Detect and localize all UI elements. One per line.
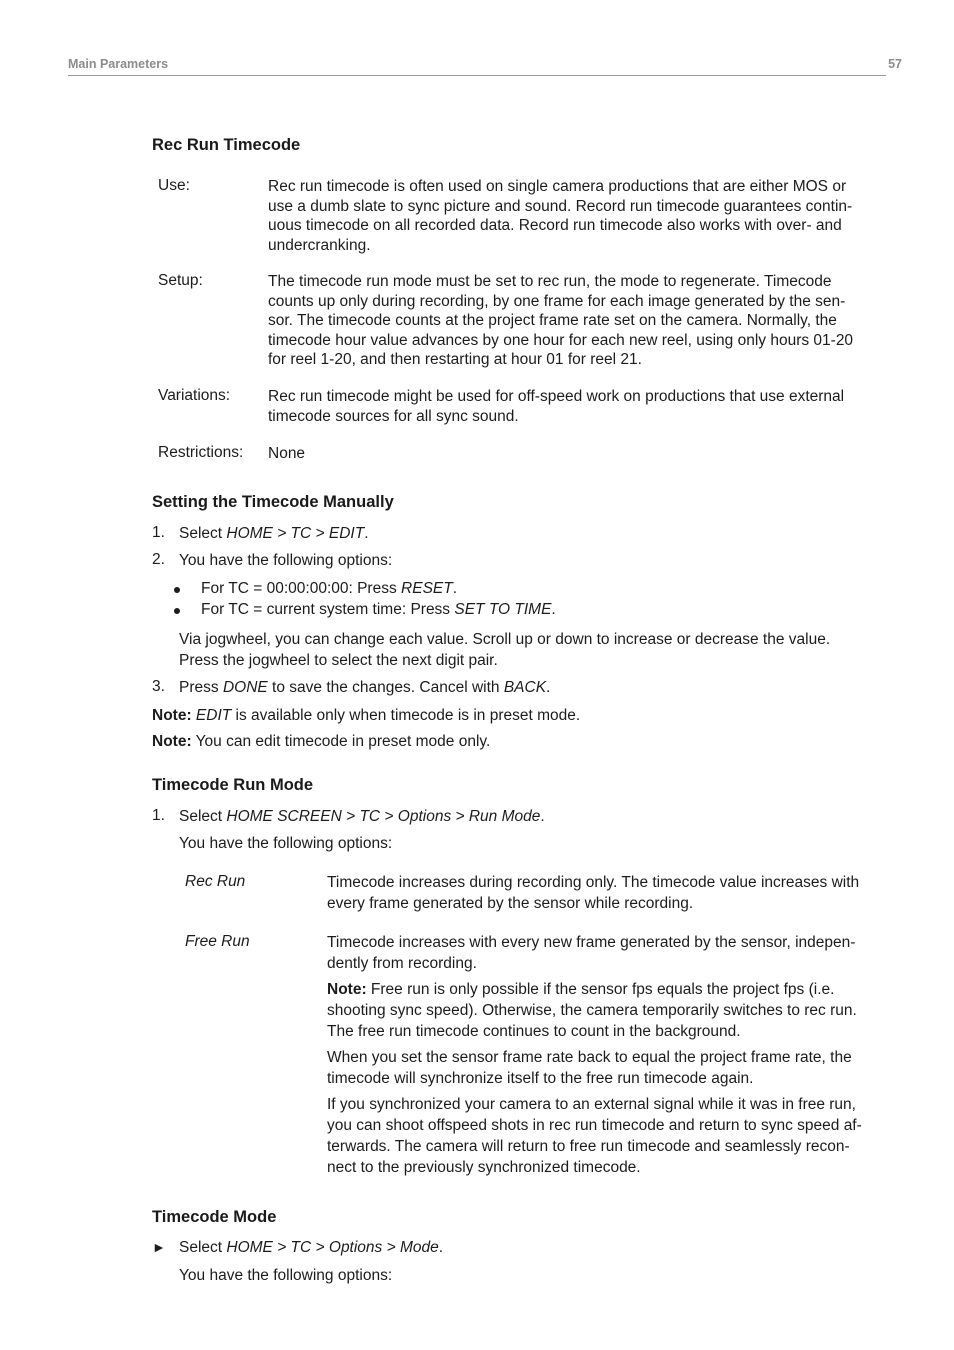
step-number: 1.	[152, 524, 165, 541]
option-free-run: Free Run	[185, 933, 250, 950]
manual-heading: Setting the Timecode Manually	[152, 493, 394, 511]
menu-path: HOME SCREEN > TC > Options > Run Mode	[226, 808, 541, 825]
free-run-external-paragraph: If you synchronized your camera to an external signal while it was in free run, you can shoot offspeed shots in rec run timecode and return to sync speed af- terwards. The camera will return to free run timecode and seamlessly recon- nect to the previously synchronized timecode.	[327, 1096, 862, 1176]
bullet-icon	[174, 587, 180, 593]
page-header	[68, 57, 902, 76]
step-number: 2.	[152, 551, 165, 568]
page-number: 57	[888, 57, 902, 71]
bullet-set-to-time: For TC = current system time: Press SET TO TIME.	[201, 601, 556, 618]
note-edit: Note: EDIT is available only when timecode is in preset mode.	[152, 707, 581, 724]
arrow-right-icon: ►	[152, 1239, 166, 1255]
free-run-note: Note: Free run is only possible if the sensor fps equals the project fps (i.e. shooting sync speed). Otherwise, the camera temporarily switches to rec run. The free run timecode continues to count in the background.	[327, 981, 857, 1040]
variations-label: Variations:	[158, 387, 231, 404]
menu-path: HOME > TC > EDIT	[226, 525, 365, 542]
option-rec-run: Rec Run	[185, 873, 246, 890]
variations-description: Rec run timecode might be used for off-speed work on productions that use external timecode sources for all sync sound.	[268, 388, 845, 425]
step-number: 1.	[152, 807, 165, 824]
step-tc-mode: Select HOME > TC > Options > Mode.	[179, 1239, 444, 1256]
menu-path: HOME > TC > Options > Mode	[226, 1239, 439, 1256]
run-mode-intro: You have the following options:	[179, 835, 393, 852]
setup-label: Setup:	[158, 272, 203, 289]
bullet-reset: For TC = 00:00:00:00: Press RESET.	[201, 580, 458, 597]
step-run-mode: Select HOME SCREEN > TC > Options > Run Mode.	[179, 808, 545, 825]
step-select-edit: Select HOME > TC > EDIT.	[179, 525, 369, 542]
tc-mode-heading: Timecode Mode	[152, 1208, 277, 1226]
step-options: You have the following options:	[179, 552, 393, 569]
step-done: Press DONE to save the changes. Cancel with BACK.	[179, 679, 551, 696]
restrictions-description: None	[268, 445, 306, 462]
restrictions-label: Restrictions:	[158, 444, 244, 461]
bullet-icon	[174, 608, 180, 614]
section-title: Main Parameters	[68, 57, 169, 71]
free-run-description: Timecode increases with every new frame generated by the sensor, indepen- dently from recording.	[327, 934, 856, 972]
use-label: Use:	[158, 177, 190, 194]
use-description: Rec run timecode is often used on single camera productions that are either MOS or use a dumb slate to sync picture and sound. Record run timecode guarantees contin- uous timecode on all recorded data. Record run timecode also works with over- and undercranking.	[268, 178, 853, 254]
note-preset: Note: You can edit timecode in preset mode only.	[152, 733, 491, 750]
rec-run-description: Timecode increases during recording only. The timecode value increases with every frame generated by the sensor while recording.	[327, 874, 860, 912]
tc-mode-intro: You have the following options:	[179, 1267, 393, 1284]
rec-run-heading: Rec Run Timecode	[152, 136, 301, 154]
run-mode-heading: Timecode Run Mode	[152, 776, 314, 794]
jogwheel-paragraph: Via jogwheel, you can change each value. Scroll up or down to increase or decrease the value. Press the jogwheel to select the next digit pair.	[179, 631, 831, 669]
free-run-sync-paragraph: When you set the sensor frame rate back to equal the project frame rate, the timecode will synchronize itself to the free run timecode again.	[327, 1049, 852, 1087]
step-number: 3.	[152, 678, 165, 695]
setup-description: The timecode run mode must be set to rec run, the mode to regenerate. Timecode counts up only during recording, by one frame for each image generated by the sen- sor. The timecode counts at the project frame rate set on the camera. Normally, the timecode hour value advances by one hour for each new reel, using only hours 01-20 for reel 1-20, and then restarting at hour 01 for reel 21.	[268, 273, 854, 368]
